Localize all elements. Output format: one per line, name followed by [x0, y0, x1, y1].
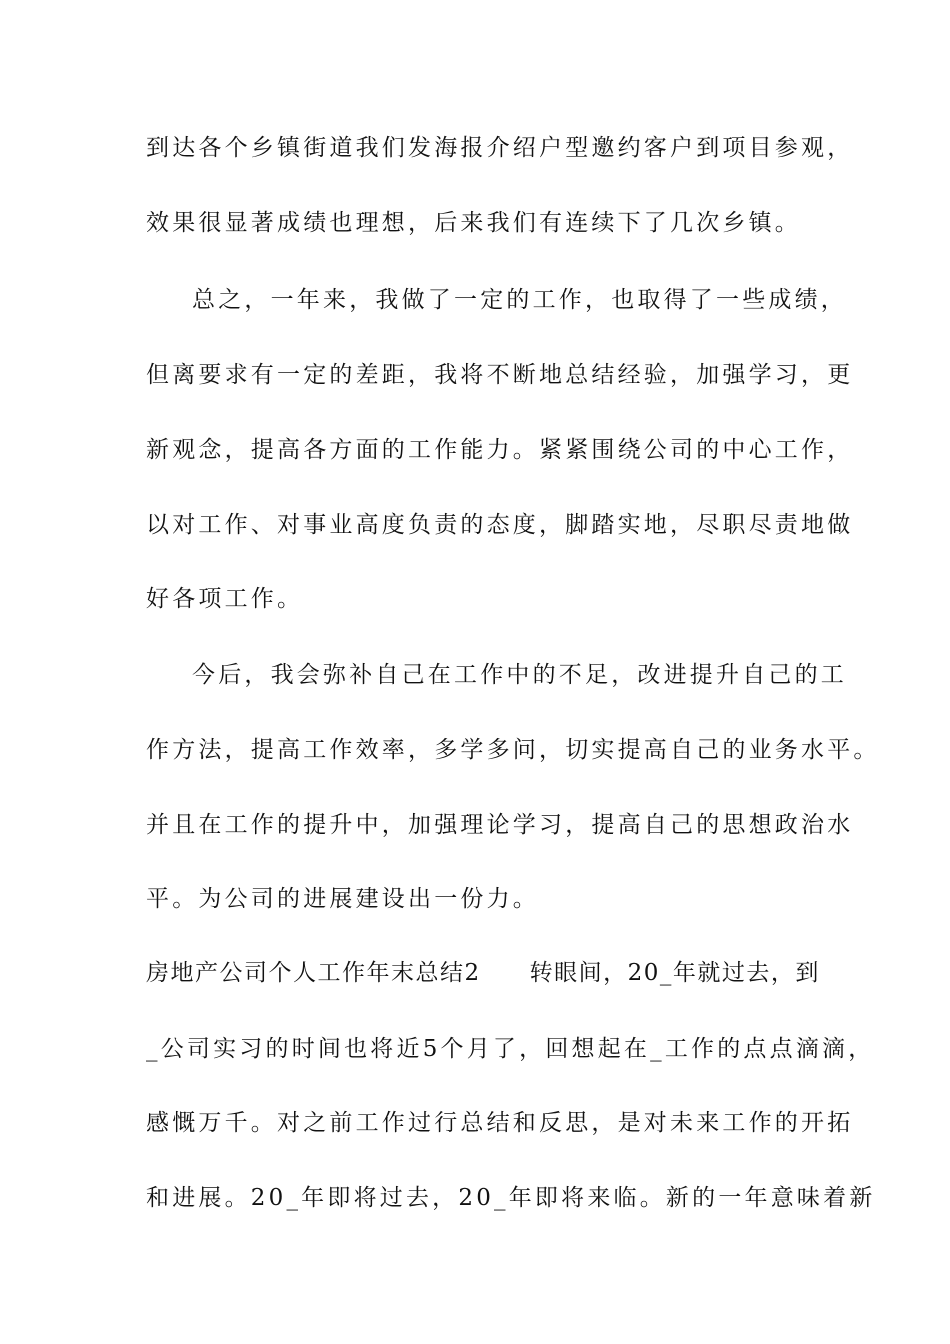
text-line: 感慨万千。对之前工作过行总结和反思，是对未来工作的开拓	[146, 1110, 854, 1136]
text-line: 平。为公司的进展建设出一份力。	[146, 886, 539, 912]
text-line: 和进展。20_年即将过去，20_年即将来临。新的一年意味着新	[146, 1185, 876, 1211]
text-line: 但离要求有一定的差距，我将不断地总结经验，加强学习，更	[146, 362, 854, 388]
text-line: 效果很显著成绩也理想，后来我们有连续下了几次乡镇。	[146, 210, 801, 236]
section-heading-line: 房地产公司个人工作年末总结2 转眼间，20_年就过去，到	[146, 960, 820, 986]
text-line: 新观念，提高各方面的工作能力。紧紧围绕公司的中心工作，	[146, 437, 854, 463]
text-line: 好各项工作。	[146, 586, 304, 612]
text-line: 并且在工作的提升中，加强理论学习，提高自己的思想政治水	[146, 812, 854, 838]
text-line: 到达各个乡镇街道我们发海报介绍户型邀约客户到项目参观，	[146, 135, 854, 161]
text-line: 作方法，提高工作效率，多学多问，切实提高自己的业务水平。	[146, 737, 880, 763]
text-line: _公司实习的时间也将近5个月了，回想起在_工作的点点滴滴，	[146, 1036, 875, 1062]
text-line: 以对工作、对事业高度负责的态度，脚踏实地，尽职尽责地做	[146, 512, 854, 538]
paragraph-start-line: 今后，我会弥补自己在工作中的不足，改进提升自己的工	[192, 662, 847, 688]
paragraph-start-line: 总之，一年来，我做了一定的工作，也取得了一些成绩，	[192, 287, 847, 313]
